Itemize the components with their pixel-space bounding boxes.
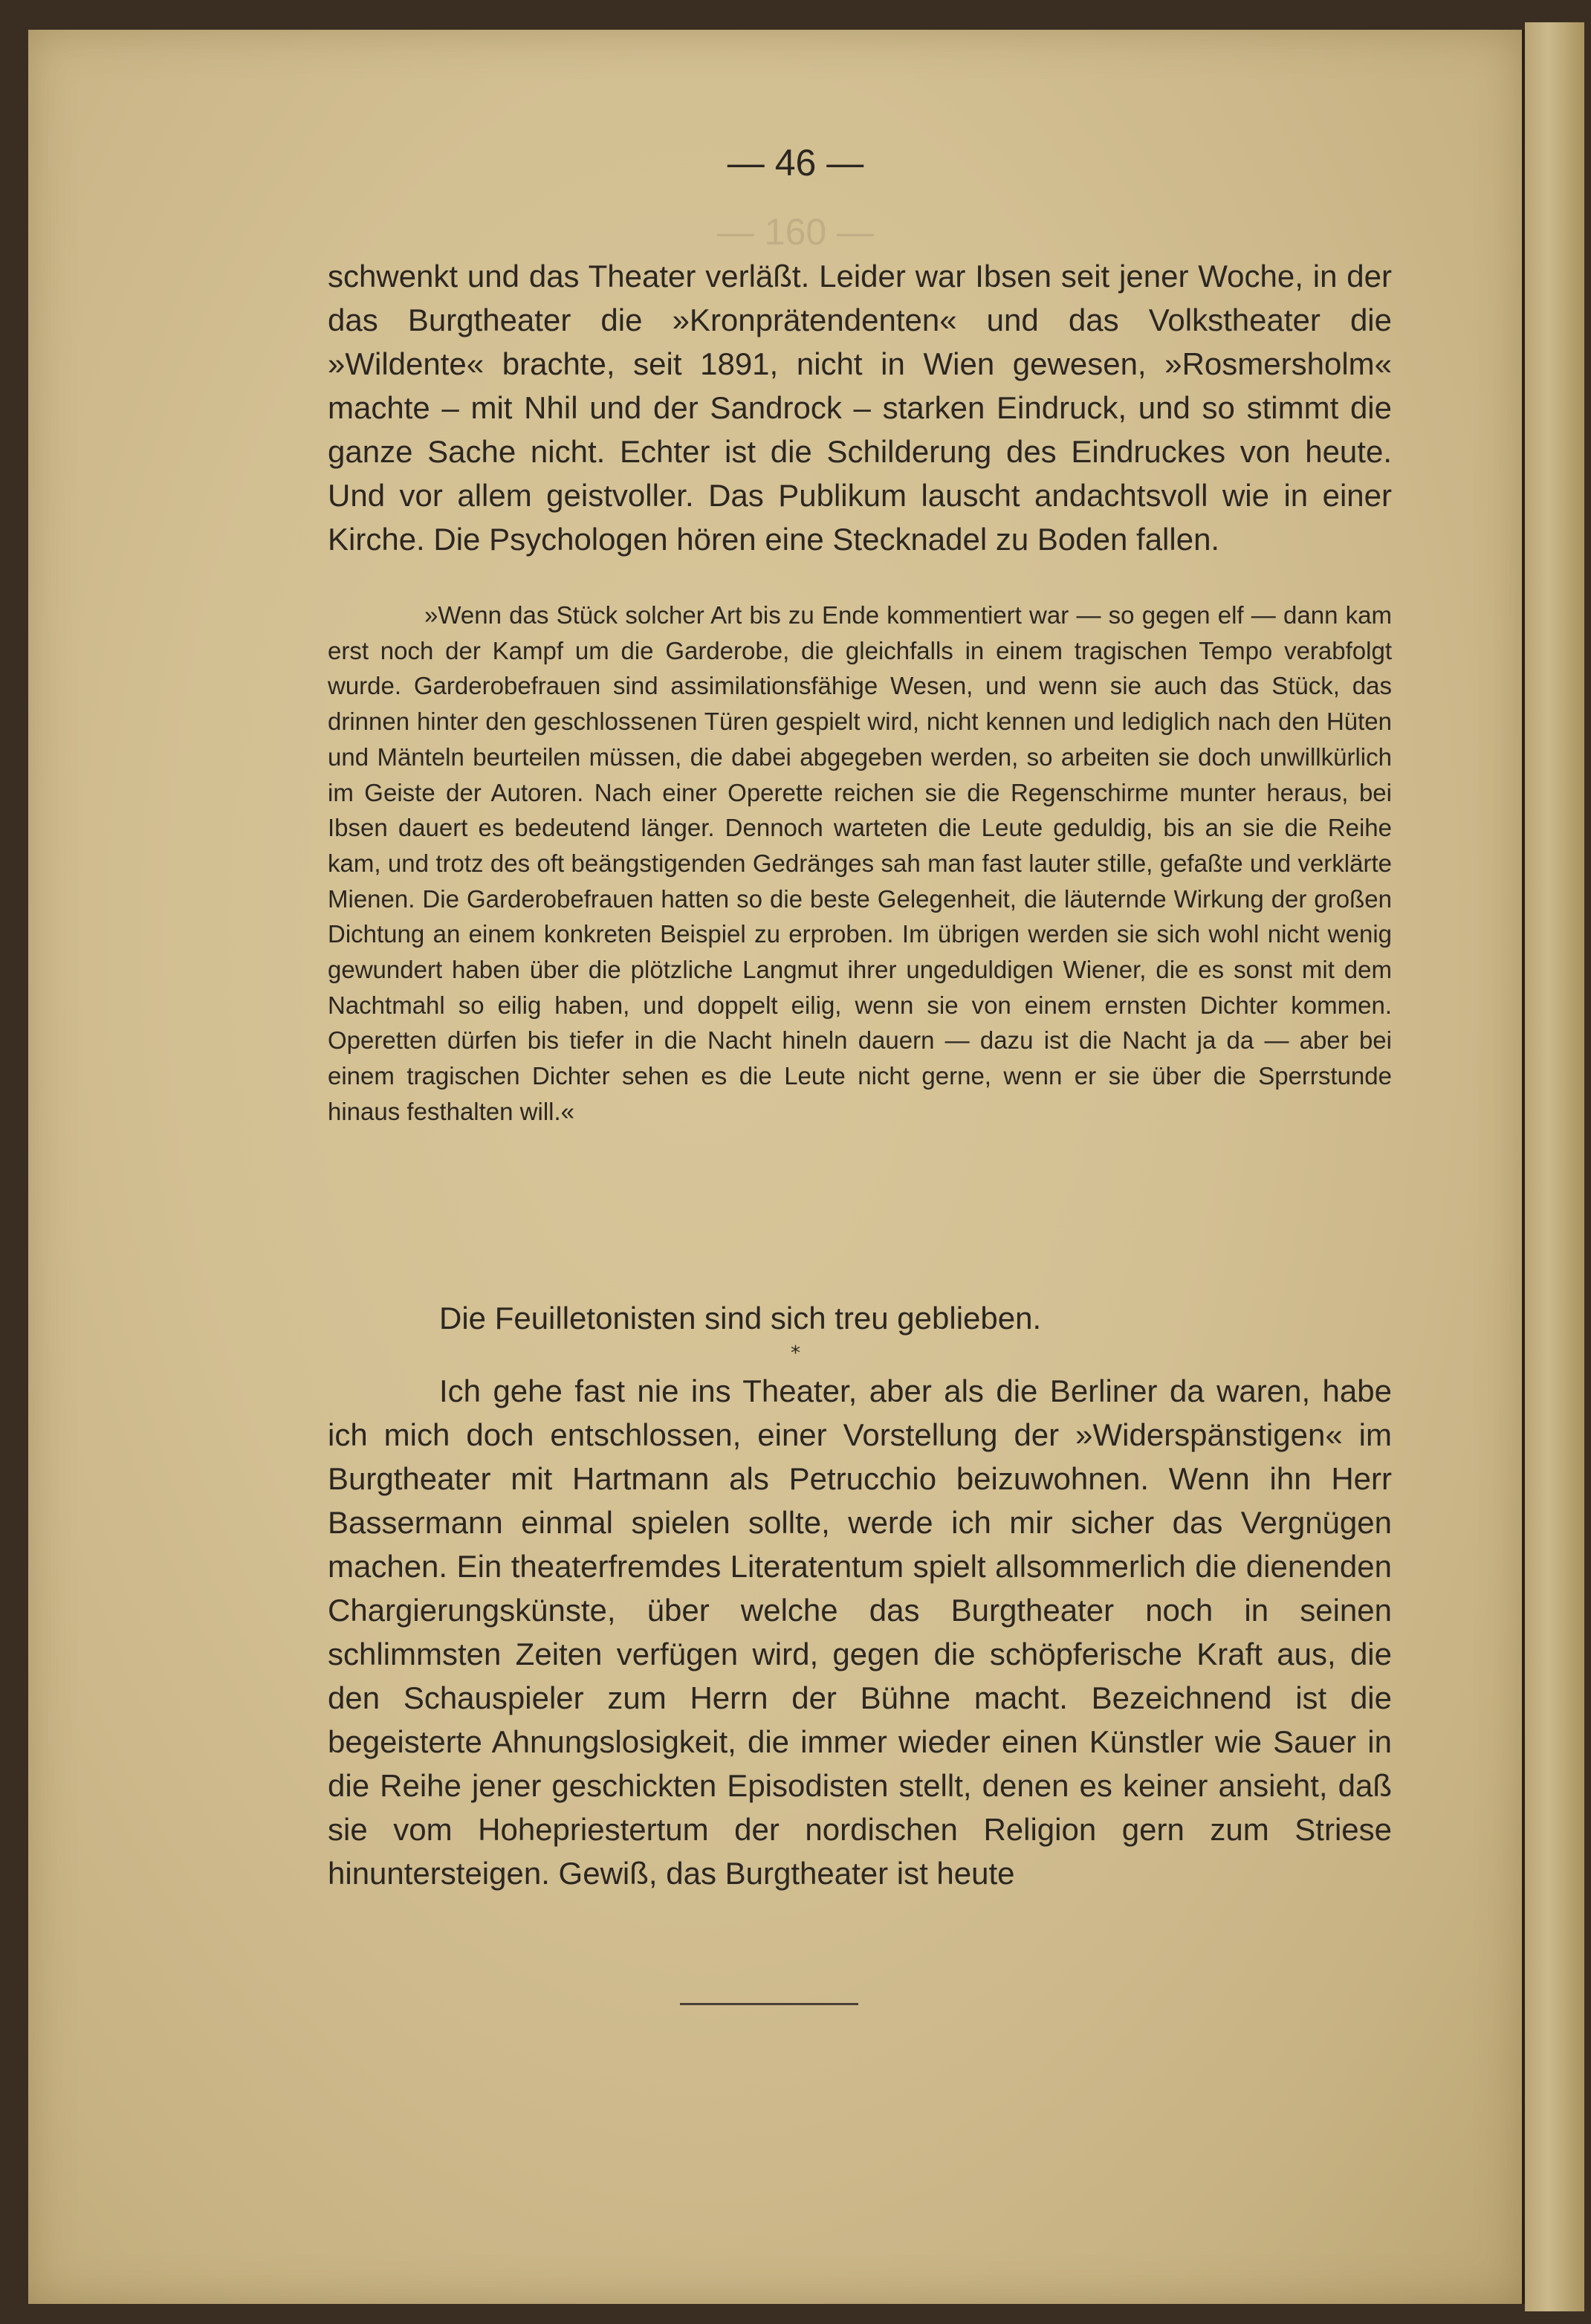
paragraph-1: schwenkt und das Theater verläßt. Leider war Ibsen seit jener Woche, in der das Burgtheater die »Kronprätendenten« und das Volkstheater die »Wildente« brachte, seit 1891, nicht in Wien gewesen, »Rosmersholm« machte – mit Nhil und der Sandrock – starken Eindruck, und so stimmt die ganze Sache nicht. Echter ist die Schilderung des Eindruckes von heute. Und vor allem geistvoller. Das Publikum lauscht andachtsvoll wie in einer Kirche. Die Psychologen hören eine Stecknadel zu Boden fallen. xyxy=(328,259,1392,557)
page-number: — 46 — xyxy=(727,142,864,184)
paragraph-3: Ich gehe fast nie ins Theater, aber als die Berliner da waren, habe ich mich doch entschlossen, einer Vorstellung der »Widerspänstigen« im Burgtheater mit Hartmann als Petrucchio beizuwohnen. Wenn ihn Herr Bassermann einmal spielen sollte, werde ich mir sicher das Vergnügen machen. Ein theaterfremdes Literatentum spielt allsommerlich die dienenden Chargierungskünste, über welche das Burgtheater noch in seinen schlimmsten Zeiten verfügen wird, gegen die schöpferische Kraft aus, die den Schauspieler zum Herrn der Bühne macht. Bezeichnend ist die begeisterte Ahnungslosigkeit, die immer wieder einen Künstler wie Sauer in die Reihe jener geschickten Episodisten stellt, denen es keiner ansieht, daß sie vom Hohepriestertum der nordischen Religion gern zum Striese hinuntersteigen. Gewiß, das Burgtheater ist heute xyxy=(328,1373,1392,1891)
section-separator: * xyxy=(791,1342,800,1365)
bleed-through-page-number: — 160 — xyxy=(716,211,875,253)
paragraph-2: Die Feuilletonisten sind sich treu geblieben. xyxy=(439,1301,1042,1336)
bottom-rule xyxy=(680,2003,858,2005)
block-quote: »Wenn das Stück solcher Art bis zu Ende kommentiert war — so gegen elf — dann kam erst noch der Kampf um die Garderobe, die gleichfalls in einem tragischen Tempo verabfolgt wurde. Garderobefrauen sind assimilationsfähige Wesen, und wenn sie auch das Stück, das drinnen hinter den geschlossenen Türen gespielt wird, nicht kennen und lediglich nach den Hüten und Mänteln beurteilen müssen, die dabei abgegeben werden, so arbeiten sie doch unwillkürlich im Geiste der Autoren. Nach einer Operette reichen sie die Regenschirme munter heraus, bei Ibsen dauert es bedeutend länger. Dennoch warteten die Leute geduldig, bis an sie die Reihe kam, und trotz des oft beängstigenden Gedränges sah man fast lauter stille, gefaßte und verklärte Mienen. Die Garderobefrauen hatten so die beste Gelegenheit, die läuternde Wirkung der großen Dichtung an einem konkreten Beispiel zu erproben. Im übrigen werden sie sich wohl nicht wenig gewundert haben über die plötzliche Langmut ihrer ungeduldigen Wiener, die es sonst mit dem Nachtmahl so eilig haben, und doppelt eilig, wenn sie von einem ernsten Dichter kommen. Operetten dürfen bis tiefer in die Nacht hineln dauern — dazu ist die Nacht ja da — aber bei einem tragischen Dichter sehen es die Leute nicht gerne, wenn er sie über die Sperrstunde hinaus festhalten will.« xyxy=(328,601,1392,1125)
next-page-edge xyxy=(1525,22,1584,2311)
